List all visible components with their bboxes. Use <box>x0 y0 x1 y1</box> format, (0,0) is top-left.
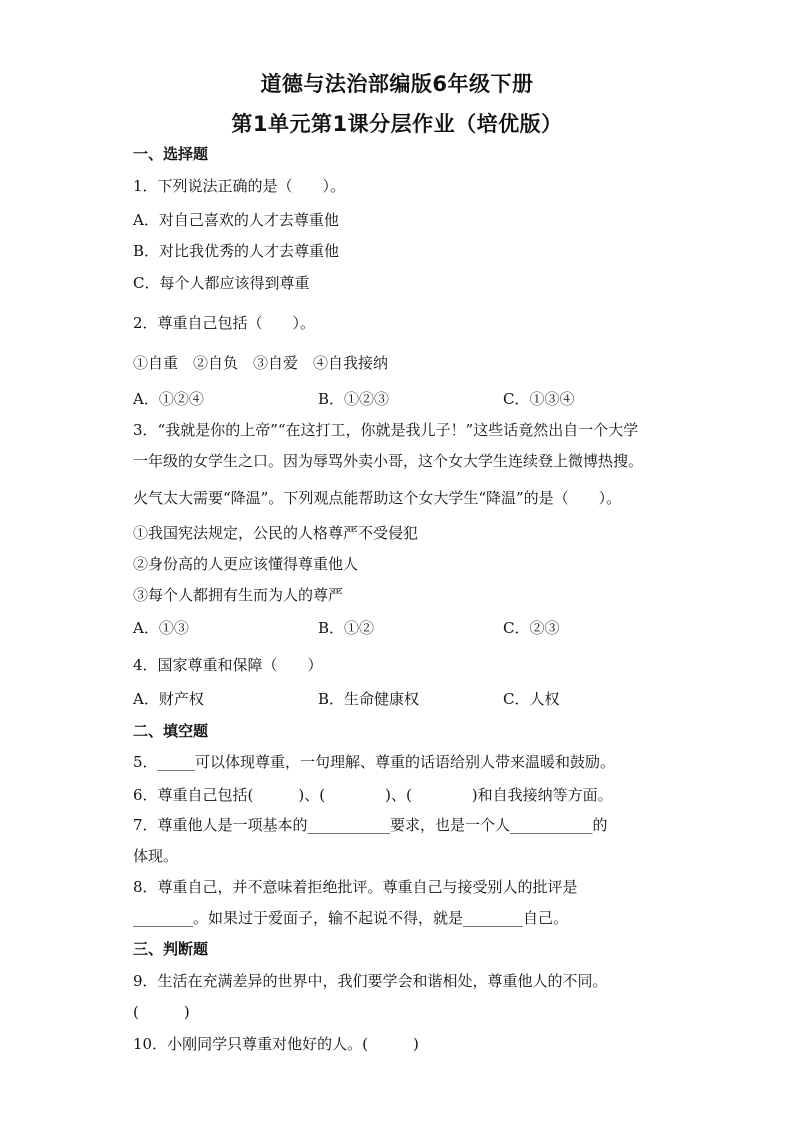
q2-option-c: C．①③④ <box>503 390 575 408</box>
q8-line2: ________。如果过于爱面子，输不起说不得，就是________自己。 <box>133 909 569 927</box>
q3-stem-line1: 3．“我就是你的上帝”“在这打工，你就是我儿子！”这些话竟然出自一个大学 <box>133 421 639 439</box>
q1-option-c: C．每个人都应该得到尊重 <box>133 274 310 292</box>
q1-option-a: A．对自己喜欢的人才去尊重他 <box>133 211 339 229</box>
section-fill-heading: 二、填空题 <box>133 722 209 740</box>
q7-line1: 7．尊重他人是一项基本的___________要求，也是一个人___________的 <box>133 816 608 834</box>
q2-stem: 2．尊重自己包括（ ）。 <box>133 314 316 332</box>
q9-line1: 9．生活在充满差异的世界中，我们要学会和谐相处，尊重他人的不同。 <box>133 972 608 990</box>
page-title-line1: 道德与法治部编版6年级下册 <box>260 72 534 96</box>
q3-stem-line2: 一年级的女学生之口。因为辱骂外卖小哥，这个女大学生连续登上微博热搜。 <box>133 452 644 470</box>
q1-option-b: B．对比我优秀的人才去尊重他 <box>133 242 340 260</box>
q3-item-3: ③每个人都拥有生而为人的尊严 <box>133 586 344 604</box>
q7-line2: 体现。 <box>133 847 179 865</box>
q10-text: 10．小刚同学只尊重对他好的人。( ) <box>133 1035 419 1053</box>
q3-stem-line3: 火气太大需要“降温”。下列观点能帮助这个女大学生“降温”的是（ ）。 <box>133 489 622 507</box>
q3-option-a: A．①③ <box>133 619 189 637</box>
section-choice-heading: 一、选择题 <box>133 145 209 163</box>
q3-option-c: C．②③ <box>503 619 560 637</box>
q1-stem: 1．下列说法正确的是（ ）。 <box>133 177 346 195</box>
q4-option-b: B．生命健康权 <box>318 690 420 708</box>
section-judge-heading: 三、判断题 <box>133 940 209 958</box>
q3-option-b: B．①② <box>318 619 375 637</box>
q3-item-2: ②身份高的人更应该懂得尊重他人 <box>133 555 359 573</box>
q2-option-a: A．①②④ <box>133 390 204 408</box>
q4-stem: 4．国家尊重和保障（ ） <box>133 656 323 674</box>
q2-option-b: B．①②③ <box>318 390 390 408</box>
q4-option-a: A．财产权 <box>133 690 204 708</box>
q6-text: 6．尊重自己包括( )、( )、( )和自我接纳等方面。 <box>133 786 613 804</box>
page-title-line2: 第1单元第1课分层作业（培优版） <box>231 112 563 136</box>
q8-line1: 8．尊重自己，并不意味着拒绝批评。尊重自己与接受别人的批评是 <box>133 878 578 896</box>
q5-text: 5．_____可以体现尊重，一句理解、尊重的话语给别人带来温暖和鼓励。 <box>133 753 616 771</box>
q9-answer-blank: ( ) <box>133 1003 190 1021</box>
q3-item-1: ①我国宪法规定，公民的人格尊严不受侵犯 <box>133 524 419 542</box>
q4-option-c: C．人权 <box>503 690 560 708</box>
q2-items: ①自重 ②自负 ③自爱 ④自我接纳 <box>133 354 389 372</box>
